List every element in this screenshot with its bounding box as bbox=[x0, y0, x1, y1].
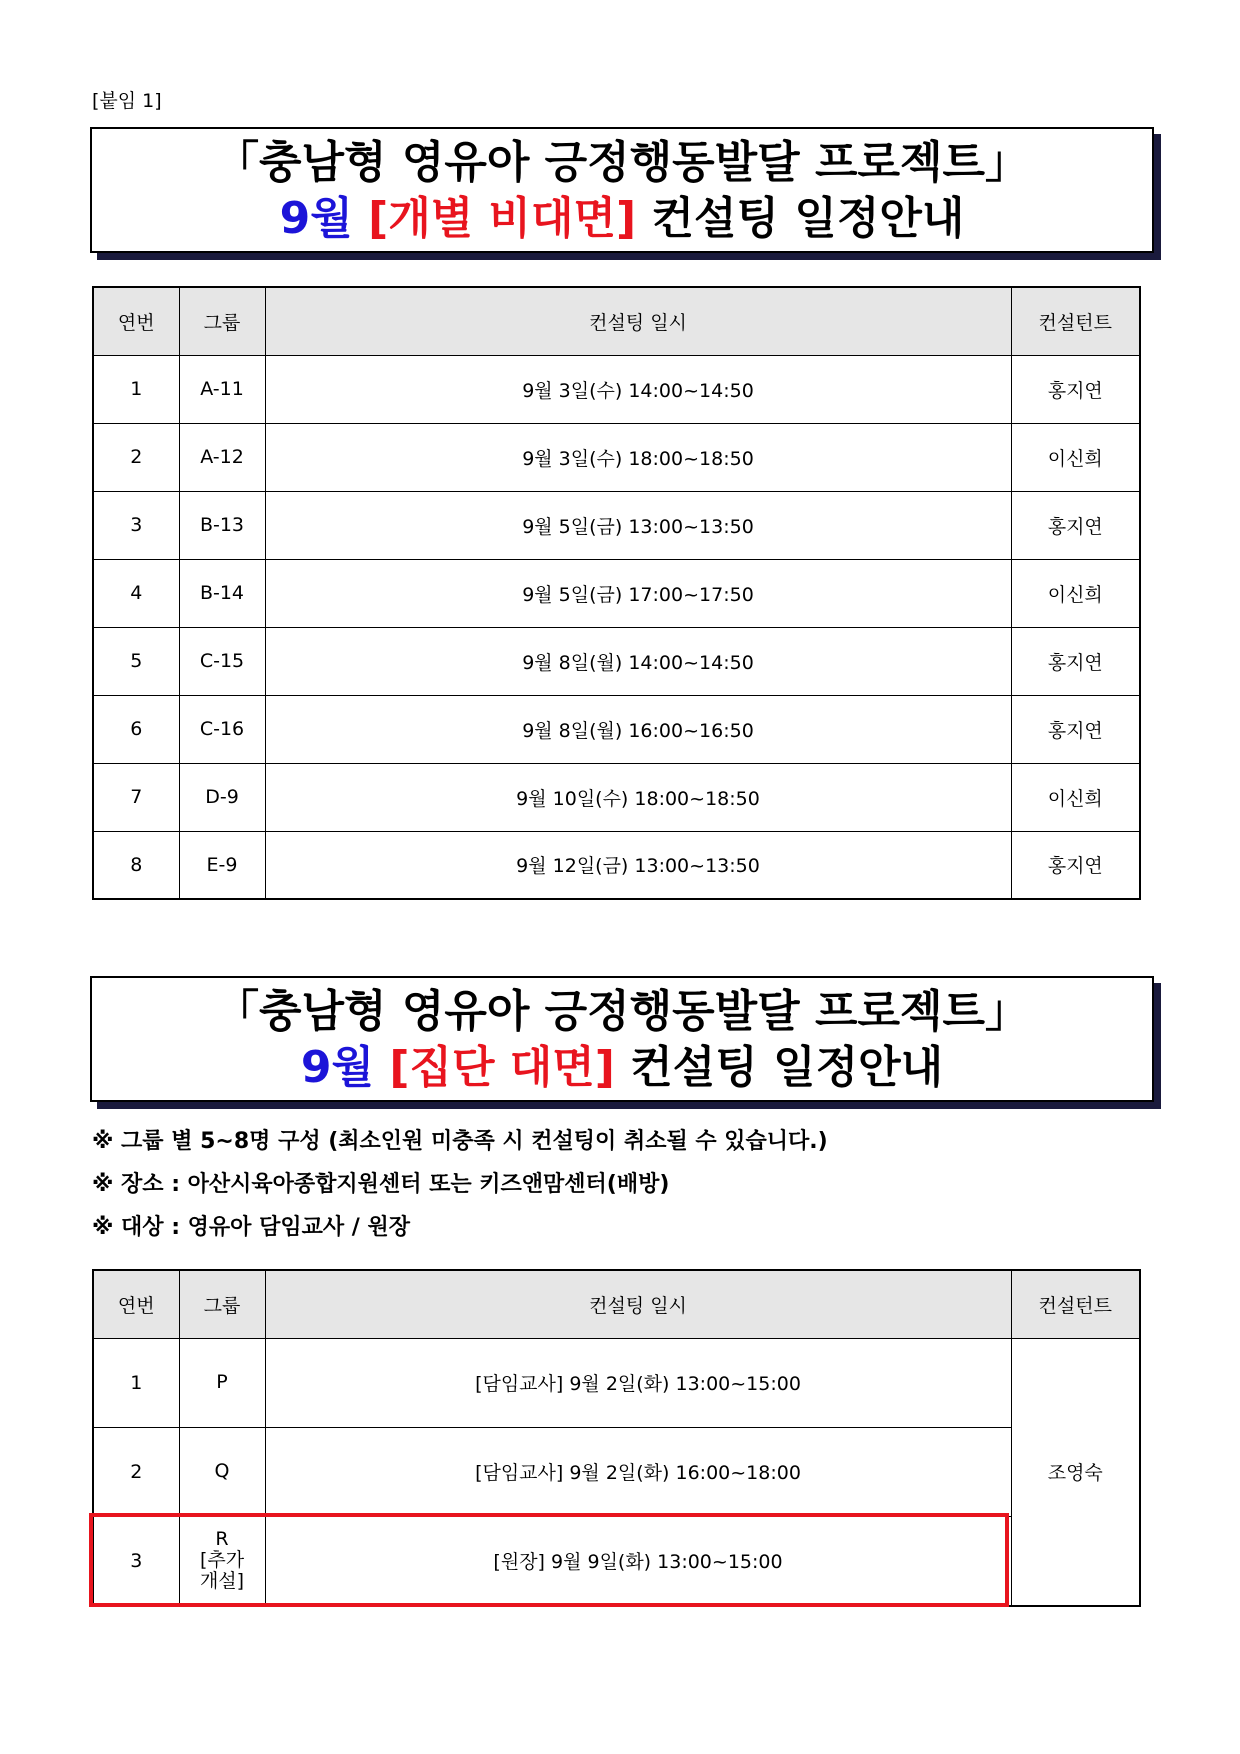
table-row bbox=[93, 627, 1140, 695]
note-item: ※ 그룹 별 5~8명 구성 (최소인원 미충족 시 컨설팅이 취소될 수 있습니다.) bbox=[92, 1129, 828, 1154]
row-consultant: 홍지연 bbox=[1011, 831, 1140, 899]
header-datetime: 컨설팅 일시 bbox=[265, 1270, 1011, 1338]
section1-title-box bbox=[90, 127, 1154, 253]
table-row bbox=[93, 423, 1140, 491]
table-row bbox=[93, 695, 1140, 763]
table-row bbox=[93, 831, 1140, 899]
header-consultant: 컨설턴트 bbox=[1011, 287, 1140, 355]
row-consultant: 홍지연 bbox=[1011, 355, 1140, 423]
section2-title-rest: 컨설팅 일정안내 bbox=[630, 1042, 944, 1093]
row-group: D-9 bbox=[179, 763, 265, 831]
section1-title-month: 9월 bbox=[279, 193, 353, 244]
row-group: B-14 bbox=[179, 559, 265, 627]
row-no: 5 bbox=[93, 627, 179, 695]
table-row bbox=[93, 1427, 1140, 1516]
row-consultant: 이신희 bbox=[1011, 559, 1140, 627]
row-group: B-13 bbox=[179, 491, 265, 559]
row-consultant: 홍지연 bbox=[1011, 491, 1140, 559]
row-datetime: [담임교사] 9월 2일(화) 16:00~18:00 bbox=[265, 1427, 1011, 1516]
table-row bbox=[93, 559, 1140, 627]
row-no: 2 bbox=[93, 423, 179, 491]
section1-title-line1: 「충남형 영유아 긍정행동발달 프로젝트」 bbox=[214, 137, 1030, 188]
section2-title-line1: 「충남형 영유아 긍정행동발달 프로젝트」 bbox=[214, 986, 1030, 1037]
row-consultant: 이신희 bbox=[1011, 763, 1140, 831]
row-datetime: 9월 3일(수) 14:00~14:50 bbox=[265, 355, 1011, 423]
section2-title-box bbox=[90, 976, 1154, 1102]
table-header-row bbox=[93, 1270, 1140, 1338]
row-no: 3 bbox=[93, 491, 179, 559]
row-datetime: [원장] 9월 9일(화) 13:00~15:00 bbox=[265, 1516, 1011, 1606]
table-header-row bbox=[93, 287, 1140, 355]
header-no: 연번 bbox=[93, 1270, 179, 1338]
header-consultant: 컨설턴트 bbox=[1011, 1270, 1140, 1338]
highlight-box bbox=[89, 1513, 1009, 1607]
table-row bbox=[93, 355, 1140, 423]
row-no: 2 bbox=[93, 1427, 179, 1516]
row-group: Q bbox=[179, 1427, 265, 1516]
header-no: 연번 bbox=[93, 287, 179, 355]
row-no: 8 bbox=[93, 831, 179, 899]
row-no: 6 bbox=[93, 695, 179, 763]
row-group: A-12 bbox=[179, 423, 265, 491]
table-row bbox=[93, 491, 1140, 559]
row-datetime: [담임교사] 9월 2일(화) 13:00~15:00 bbox=[265, 1338, 1011, 1427]
row-datetime: 9월 3일(수) 18:00~18:50 bbox=[265, 423, 1011, 491]
section1-title-line2 bbox=[92, 191, 1152, 247]
attachment-label: [붙임 1] bbox=[92, 90, 162, 112]
row-consultant: 홍지연 bbox=[1011, 695, 1140, 763]
row-datetime: 9월 8일(월) 14:00~14:50 bbox=[265, 627, 1011, 695]
row-datetime: 9월 8일(월) 16:00~16:50 bbox=[265, 695, 1011, 763]
row-group: E-9 bbox=[179, 831, 265, 899]
header-group: 그룹 bbox=[179, 287, 265, 355]
row-group: R [추가 개설] bbox=[179, 1516, 265, 1606]
row-datetime: 9월 12일(금) 13:00~13:50 bbox=[265, 831, 1011, 899]
header-datetime: 컨설팅 일시 bbox=[265, 287, 1011, 355]
row-datetime: 9월 10일(수) 18:00~18:50 bbox=[265, 763, 1011, 831]
row-datetime: 9월 5일(금) 17:00~17:50 bbox=[265, 559, 1011, 627]
row-consultant: 이신희 bbox=[1011, 423, 1140, 491]
row-no: 3 bbox=[93, 1516, 179, 1606]
row-no: 1 bbox=[93, 355, 179, 423]
section1-title-type: [개별 비대면] bbox=[368, 193, 637, 244]
header-group: 그룹 bbox=[179, 1270, 265, 1338]
row-group: C-15 bbox=[179, 627, 265, 695]
row-no: 7 bbox=[93, 763, 179, 831]
row-group: A-11 bbox=[179, 355, 265, 423]
section1-schedule-table bbox=[92, 286, 1141, 900]
note-item: ※ 대상 : 영유아 담임교사 / 원장 bbox=[92, 1215, 410, 1240]
row-group: C-16 bbox=[179, 695, 265, 763]
section2-title-type: [집단 대면] bbox=[389, 1042, 615, 1093]
section2-title-line2 bbox=[92, 1040, 1152, 1096]
row-consultant: 조영숙 bbox=[1011, 1338, 1140, 1606]
section2-title-month: 9월 bbox=[300, 1042, 375, 1093]
table-row bbox=[93, 1338, 1140, 1427]
row-consultant: 홍지연 bbox=[1011, 627, 1140, 695]
section2-notes bbox=[92, 1120, 828, 1249]
table-row bbox=[93, 763, 1140, 831]
section1-title-rest: 컨설팅 일정안내 bbox=[651, 193, 965, 244]
row-no: 4 bbox=[93, 559, 179, 627]
row-datetime: 9월 5일(금) 13:00~13:50 bbox=[265, 491, 1011, 559]
row-no: 1 bbox=[93, 1338, 179, 1427]
note-item: ※ 장소 : 아산시육아종합지원센터 또는 키즈앤맘센터(배방) bbox=[92, 1172, 670, 1197]
row-group: P bbox=[179, 1338, 265, 1427]
